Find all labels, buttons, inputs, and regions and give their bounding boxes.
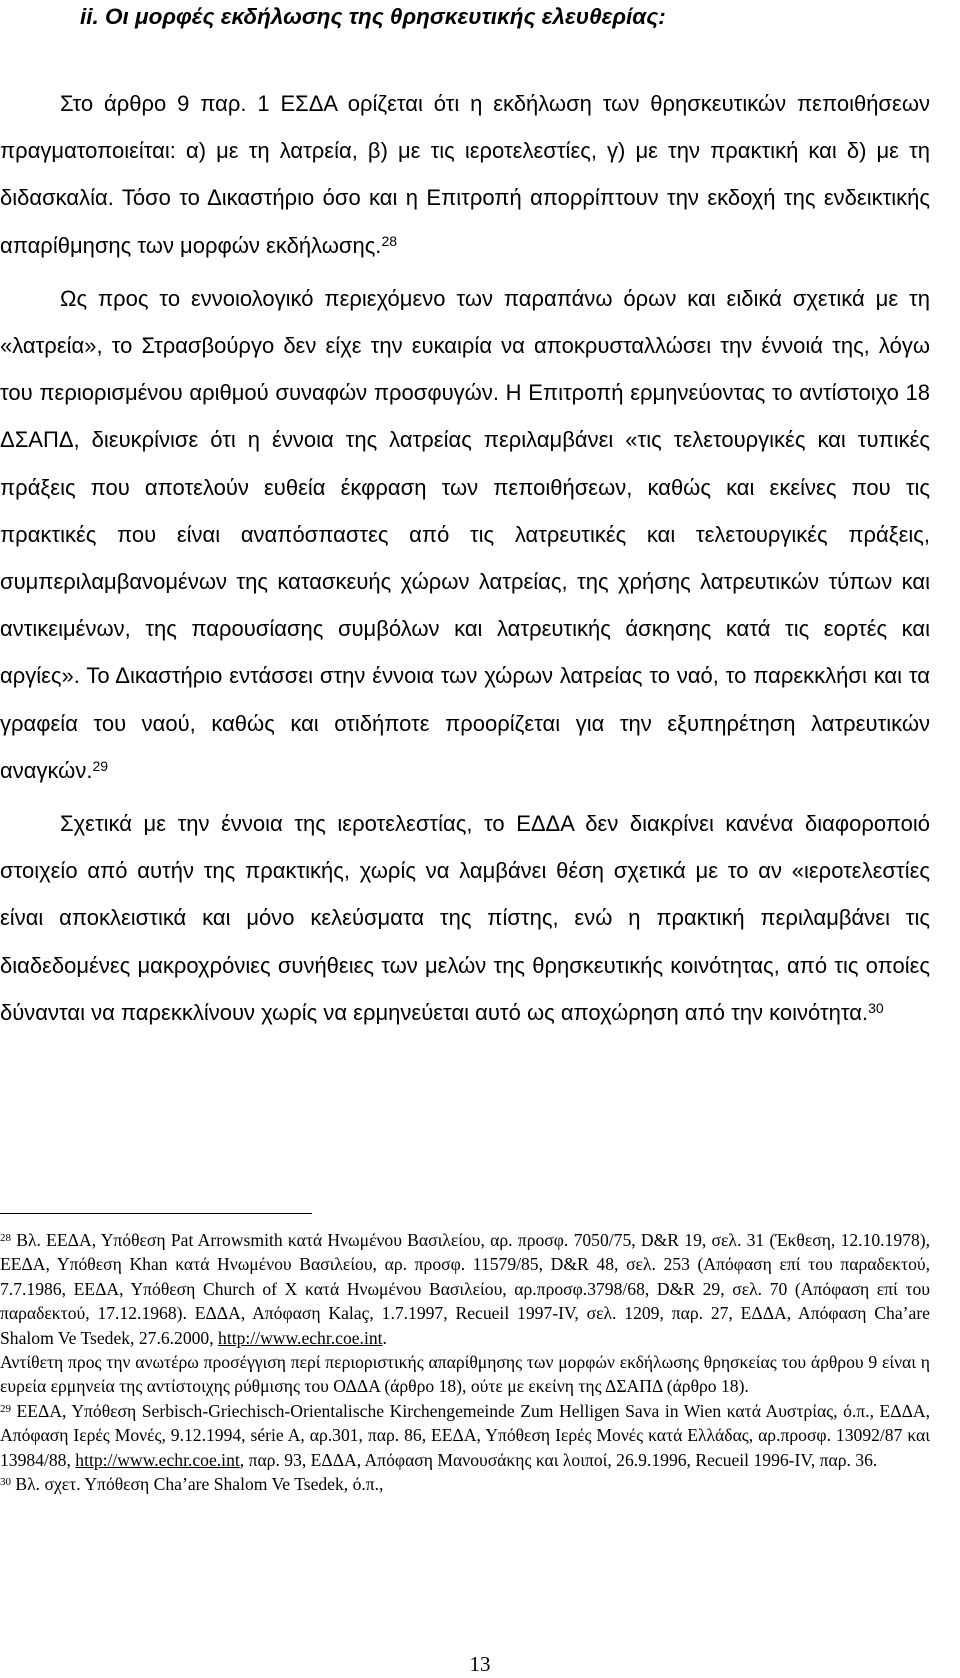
footnote-28-continuation: Αντίθετη προς την ανωτέρω προσέγγιση περί περιοριστικής απαρίθμησης των μορφών εκδήλωσης θρησκείας του άρθρου 9 είναι η ευρεία ερμηνεία της αντίστοιχης ρύθμισης του ΟΔΔΑ (άρθρο 18), ούτε με εκείνη της ΔΣΑΠΔ (άρθρο 18). (0, 1352, 930, 1397)
paragraph-3 (0, 800, 930, 1036)
footnote-29 (0, 1399, 930, 1472)
footnotes (0, 1228, 930, 1496)
footnote-separator (0, 1213, 312, 1214)
paragraph-2-text: Ως προς το εννοιολογικό περιεχόμενο των παραπάνω όρων και ειδικά σχετικά με τη «λατρεία», το Στρασβούργο δεν είχε την ευκαιρία να αποκρυσταλλώσει την έννοιά της, λόγω του περιορισμένου αριθμού συναφών προσφυγών. Η Επιτροπή ερμηνεύοντας το αντίστοιχο 18 ΔΣΑΠΔ, διευκρίνισε ότι η έννοια της λατρείας περιλαμβάνει «τις τελετουργικές και τυπικές πράξεις που αποτελούν ευθεία έκφραση των πεποιθήσεων, καθώς και εκείνες που τις πρακτικές που είναι αναπόσπαστες από τις λατρευτικές και τελετουργικές πράξεις, συμπεριλαμβανομένων της κατασκευής χώρων λατρείας, της χρήσης λατρευτικών τύπων και αντικειμένων, της παρουσίασης συμβόλων και λατρευτικής άσκησης κατά τις εορτές και αργίες». Το Δικαστήριο εντάσσει στην έννοια των χώρων λατρείας το ναό, το παρεκκλήσι και τα γραφεία του ναού, καθώς και οτιδήποτε προορίζεται για την εξυπηρέτηση λατρευτικών αναγκών. (0, 285, 930, 783)
footnote-29-end: , παρ. 93, ΕΔΔΑ, Απόφαση Μανουσάκης και λοιποί, 26.9.1996, Recueil 1996-IV, παρ. 36. (239, 1449, 878, 1470)
footnote-ref-30: 30 (868, 999, 884, 1016)
paragraph-1 (0, 80, 930, 269)
footnote-30 (0, 1472, 930, 1496)
footnote-28-end: . (382, 1327, 387, 1348)
paragraph-1-text: Στο άρθρο 9 παρ. 1 ΕΣΔΑ ορίζεται ότι η εκδήλωση των θρησκευτικών πεποιθήσεων πραγματοποιείται: α) με τη λατρεία, β) με τις ιεροτελεστίες, γ) με την πρακτική και δ) με τη διδασκαλία. Τόσο το Δικαστήριο όσο και η Επιτροπή απορρίπτουν την εκδοχή της ενδεικτικής απαρίθμησης των μορφών εκδήλωσης. (0, 91, 930, 258)
footnote-29-link[interactable]: http://www.echr.coe.int (75, 1449, 240, 1470)
footnote-30-number: 30 (0, 1476, 11, 1489)
footnote-ref-28: 28 (381, 232, 398, 249)
footnote-ref-29: 29 (92, 757, 109, 774)
page-number: 13 (469, 1652, 491, 1676)
footnote-29-text: ΕΕΔΑ, Υπόθεση Serbisch-Griechisch-Orientalische Kirchengemeinde Zum Helligen Sava in Wien κατά Αυστρίας, ό.π., ΕΔΔΑ, Απόφαση Ιερές Μονές, 9.12.1994, série A, αρ.301, παρ. 86, ΕΕΔΑ, Υπόθεση Ιερές Μονές κατά Ελλάδας, αρ.προσφ. 13092/87 και 13984/88, (0, 1400, 930, 1470)
footnote-29-number: 29 (0, 1402, 11, 1415)
footnote-28-number: 28 (0, 1232, 11, 1244)
footnote-28-link[interactable]: http://www.echr.coe.int (218, 1327, 383, 1348)
paragraph-3-text: Σχετικά με την έννοια της ιεροτελεστίας, το ΕΔΔΑ δεν διακρίνει κανένα διαφοροποιό στοιχείο από αυτήν της πρακτικής, χωρίς να λαμβάνει θέση σχετικά με το αν «ιεροτελεστίες είναι αποκλειστικά και μόνο κελεύσματα της πίστης, ενώ η πρακτική περιλαμβάνει τις διαδεδομένες μακροχρόνιες συνήθειες των μελών της θρησκευτικής κοινότητας, από τις οποίες δύνανται να παρεκκλίνουν χωρίς να ερμηνεύεται αυτό ως αποχώρηση από την κοινότητα. (0, 811, 930, 1025)
footnote-28-text: Βλ. ΕΕΔΑ, Υπόθεση Pat Arrowsmith κατά Ηνωμένου Βασιλείου, αρ. προσφ. 7050/75, D&R 19, σελ. 31 (Έκθεση, 12.10.1978), ΕΕΔΑ, Υπόθεση Khan κατά Ηνωμένου Βασιλείου, αρ. προσφ. 11579/85, D&R 48, σελ. 253 (Απόφαση επί του παραδεκτού, 7.7.1986, ΕΕΔΑ, Υπόθεση Church of X κατά Ηνωμένου Βασιλείου, αρ.προσφ.3798/68, D&R 29, σελ. 70 (Απόφαση επί του παραδεκτού, 17.12.1968). ΕΔΔΑ, Απόφαση Kalaç, 1.7.1997, Recueil 1997-IV, σελ. 1209, παρ. 27, ΕΔΔΑ, Απόφαση Cha’are Shalom Ve Tsedek, 27.6.2000, (0, 1230, 930, 1348)
body-text (0, 80, 930, 1036)
section-heading: ii. Οι μορφές εκδήλωσης της θρησκευτικής ελευθερίας: (80, 4, 666, 29)
footnote-30-text: Βλ. σχετ. Υπόθεση Cha’are Shalom Ve Tsedek, ό.π., (11, 1474, 384, 1495)
footnote-28 (0, 1228, 930, 1350)
paragraph-2 (0, 275, 930, 794)
